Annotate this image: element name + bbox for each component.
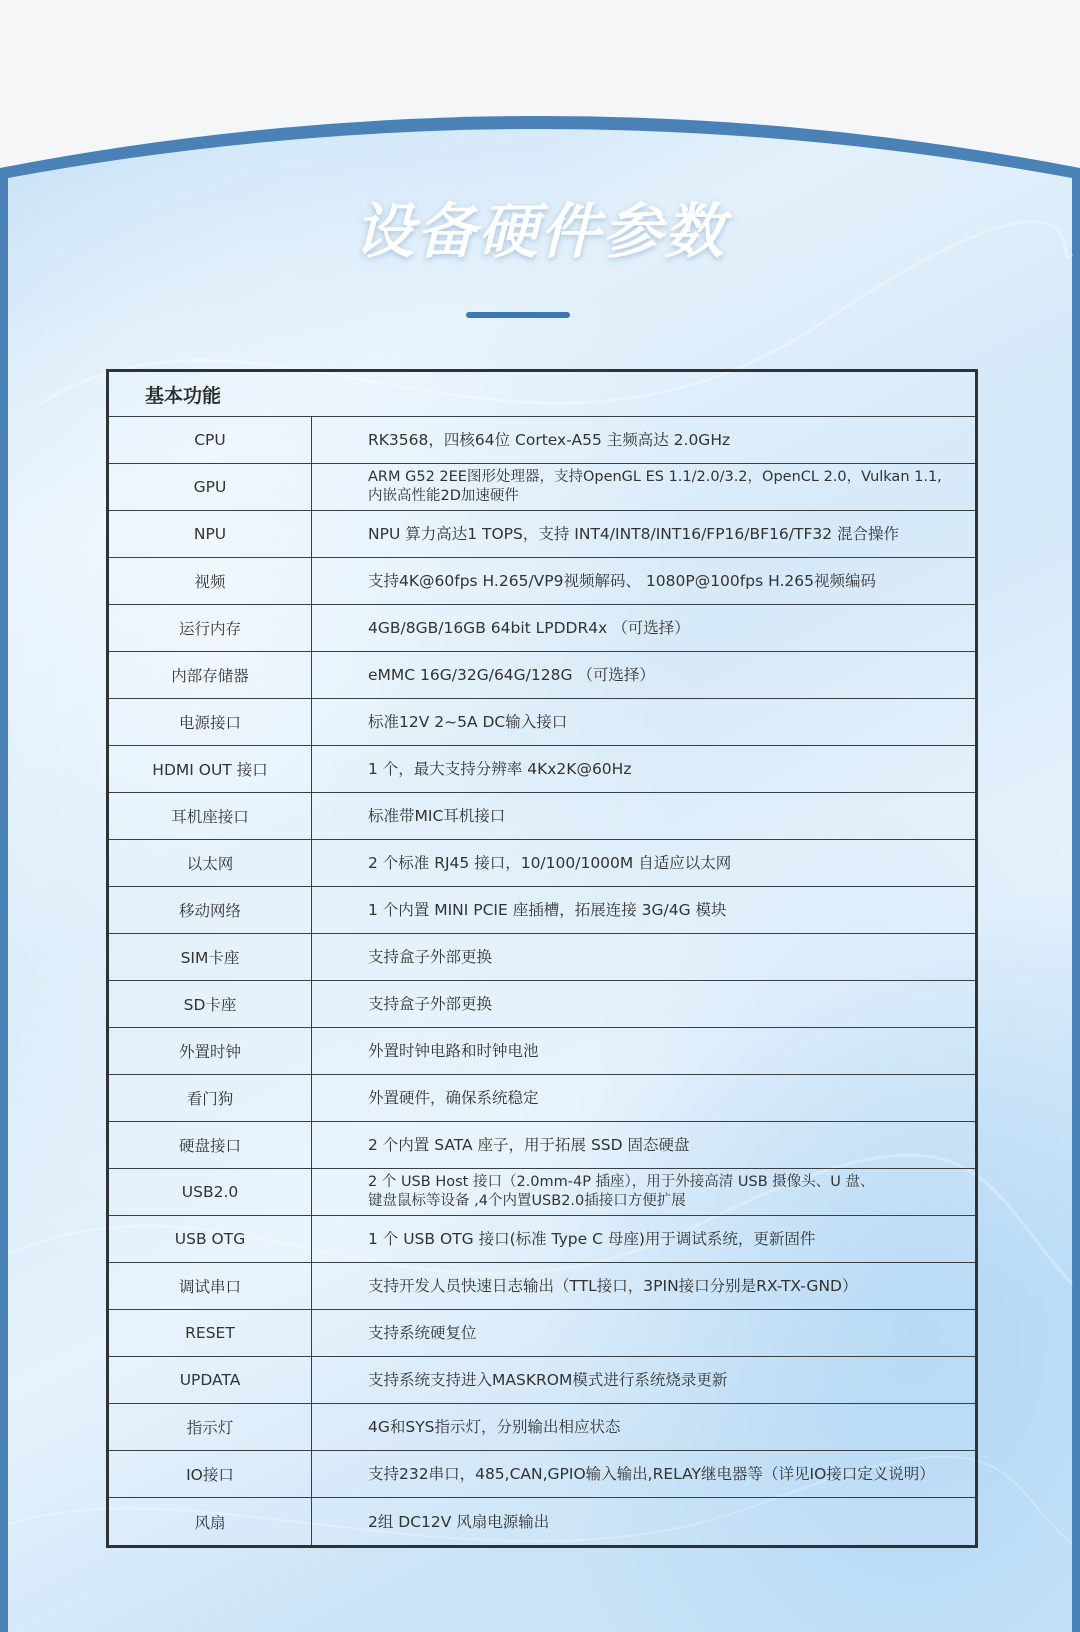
spec-value: 支持盒子外部更换 (368, 948, 493, 966)
table-row (109, 887, 975, 934)
spec-name: 风扇 (109, 1498, 312, 1545)
spec-name: 看门狗 (109, 1075, 312, 1121)
page-title: 设备硬件参数 (354, 197, 726, 267)
spec-name: GPU (109, 464, 312, 510)
table-row (109, 1075, 975, 1122)
spec-name: 移动网络 (109, 887, 312, 933)
spec-value: 外置硬件，确保系统稳定 (368, 1089, 539, 1107)
spec-value: 4G和SYS指示灯，分别输出相应状态 (368, 1418, 621, 1436)
spec-value: 2组 DC12V 风扇电源输出 (368, 1512, 550, 1531)
table-row (109, 417, 975, 464)
table-row (109, 1357, 975, 1404)
spec-value: 标准12V 2~5A DC输入接口 (368, 713, 568, 731)
spec-value: 2 个内置 SATA 座子，用于拓展 SSD 固态硬盘 (368, 1136, 690, 1154)
spec-value: 1 个，最大支持分辨率 4Kx2K@60Hz (368, 760, 632, 778)
spec-name: 以太网 (109, 840, 312, 886)
spec-value: 支持4K@60fps H.265/VP9视频解码、 1080P@100fps H.265视频编码 (368, 572, 876, 590)
table-body (109, 417, 975, 1545)
spec-value: RK3568，四核64位 Cortex-A55 主频高达 2.0GHz (368, 431, 731, 449)
spec-table (106, 369, 978, 1548)
spec-value: 支持开发人员快速日志输出（TTL接口，3PIN接口分别是RX-TX-GND） (368, 1277, 858, 1295)
spec-value: NPU 算力高达1 TOPS，支持 INT4/INT8/INT16/FP16/BF16/TF32 混合操作 (368, 525, 900, 543)
spec-name: USB OTG (109, 1216, 312, 1262)
table-header: 基本功能 (109, 372, 975, 417)
spec-value: 支持系统硬复位 (368, 1324, 477, 1342)
spec-name: 外置时钟 (109, 1028, 312, 1074)
spec-name: 电源接口 (109, 699, 312, 745)
spec-name: 调试串口 (109, 1263, 312, 1309)
table-row (109, 1404, 975, 1451)
table-row (109, 793, 975, 840)
spec-name: SD卡座 (109, 981, 312, 1027)
spec-value: 外置时钟电路和时钟电池 (368, 1042, 539, 1060)
spec-value: ARM G52 2EE图形处理器，支持OpenGL ES 1.1/2.0/3.2，OpenCL 2.0，Vulkan 1.1, 内嵌高性能2D加速硬件 (368, 469, 942, 504)
table-row (109, 840, 975, 887)
title-underline (466, 312, 570, 318)
spec-name: USB2.0 (109, 1169, 312, 1215)
table-row (109, 1122, 975, 1169)
table-row (109, 652, 975, 699)
table-row (109, 746, 975, 793)
spec-value: 1 个内置 MINI PCIE 座插槽，拓展连接 3G/4G 模块 (368, 901, 727, 919)
table-row (109, 699, 975, 746)
spec-name: 耳机座接口 (109, 793, 312, 839)
spec-name: 指示灯 (109, 1404, 312, 1450)
spec-value: 支持232串口，485,CAN,GPIO输入输出,RELAY继电器等（详见IO接口定义说明） (368, 1465, 935, 1483)
table-row (109, 1263, 975, 1310)
spec-name: SIM卡座 (109, 934, 312, 980)
spec-name: HDMI OUT 接口 (109, 746, 312, 792)
spec-name: UPDATA (109, 1357, 312, 1403)
table-row (109, 981, 975, 1028)
table-row (109, 1028, 975, 1075)
spec-value: 标准带MIC耳机接口 (368, 807, 506, 825)
spec-value: eMMC 16G/32G/64G/128G （可选择） (368, 666, 655, 684)
spec-value: 支持盒子外部更换 (368, 995, 493, 1013)
table-row (109, 1169, 975, 1216)
table-row (109, 1498, 975, 1545)
table-row (109, 558, 975, 605)
spec-value: 1 个 USB OTG 接口(标准 Type C 母座)用于调试系统，更新固件 (368, 1230, 816, 1248)
spec-name: NPU (109, 511, 312, 557)
spec-name: 内部存储器 (109, 652, 312, 698)
table-row (109, 934, 975, 981)
spec-name: 视频 (109, 558, 312, 604)
spec-value: 支持系统支持进入MASKROM模式进行系统烧录更新 (368, 1371, 728, 1389)
table-row (109, 464, 975, 511)
spec-name: IO接口 (109, 1451, 312, 1497)
spec-value: 2 个标准 RJ45 接口，10/100/1000M 自适应以太网 (368, 854, 732, 872)
spec-name: RESET (109, 1310, 312, 1356)
spec-name: CPU (109, 417, 312, 463)
spec-name: 运行内存 (109, 605, 312, 651)
table-row (109, 511, 975, 558)
table-row (109, 1310, 975, 1357)
table-row (109, 605, 975, 652)
table-row (109, 1451, 975, 1498)
table-row (109, 1216, 975, 1263)
spec-value: 4GB/8GB/16GB 64bit LPDDR4x （可选择） (368, 619, 690, 637)
spec-name: 硬盘接口 (109, 1122, 312, 1168)
spec-value: 2 个 USB Host 接口（2.0mm-4P 插座），用于外接高清 USB 摄像头、U 盘、 键盘鼠标等设备 ,4个内置USB2.0插接口方便扩展 (368, 1174, 875, 1209)
